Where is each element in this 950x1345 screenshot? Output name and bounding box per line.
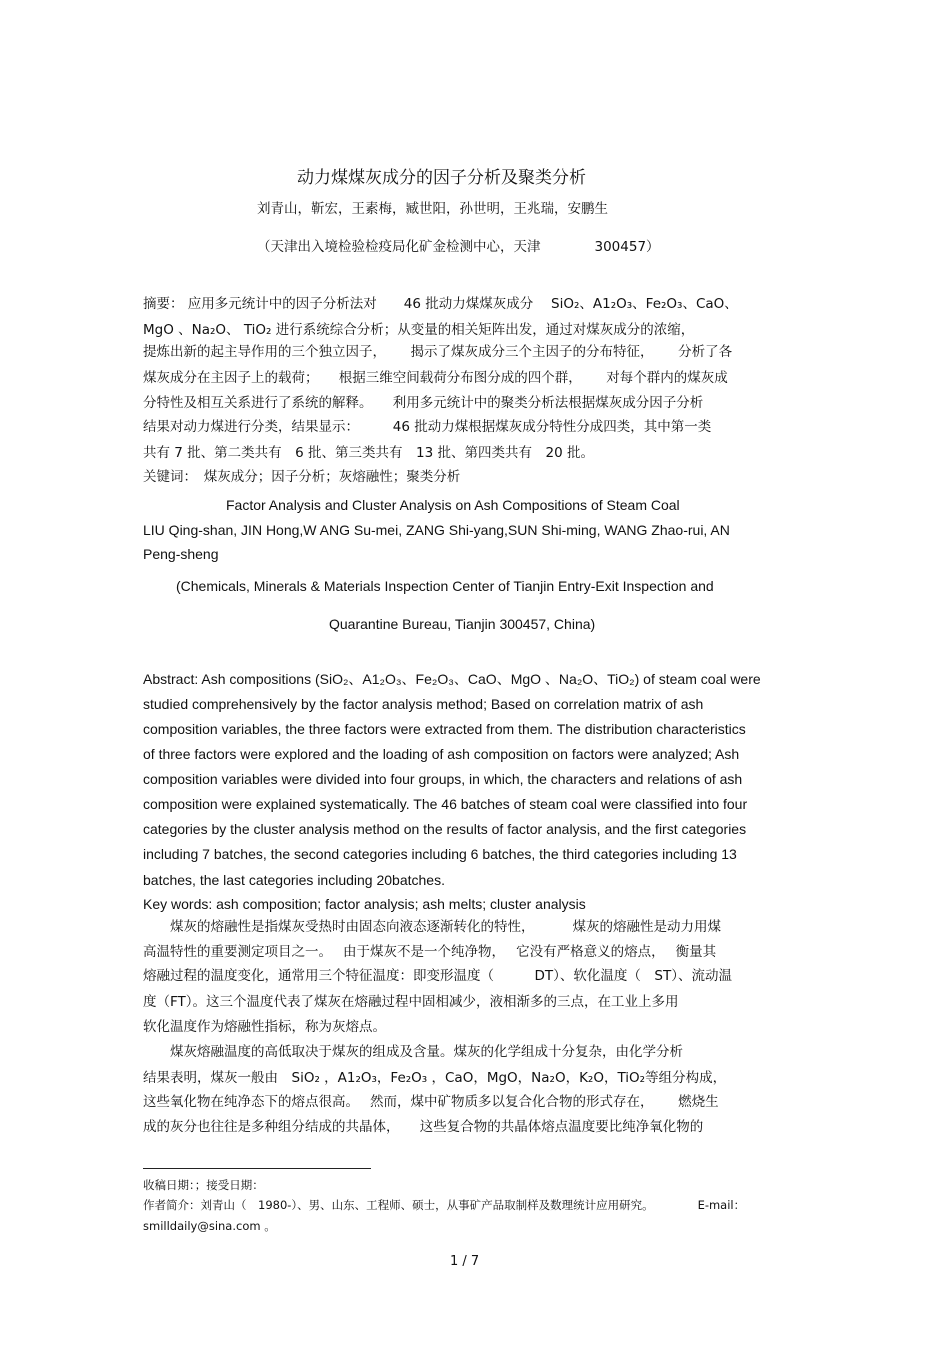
authors-en-line: Peng-sheng [143, 546, 219, 562]
body-line: 成的灰分也往往是多种组分结成的共晶体， 这些复合物的共晶体熔点温度要比纯净氧化物的 [143, 1119, 704, 1135]
paper-title-cn: 动力煤煤灰成分的因子分析及聚类分析 [297, 168, 586, 188]
footnote-line: 收稿日期：；接受日期： [143, 1178, 264, 1192]
abstract-en-line: studied comprehensively by the factor analysis method; Based on correlation matrix of ash [143, 696, 704, 712]
abstract-en-line: batches, the last categories including 20batches. [143, 872, 445, 888]
body-line: 熔融过程的温度变化，通常用三个特征温度：即变形温度（ DT）、软化温度（ ST）、流动温 [143, 968, 732, 984]
authors-cn: 刘青山，靳宏，王素梅，臧世阳，孙世明，王兆瑞，安鹏生 [257, 201, 608, 217]
keywords-en: Key words: ash composition; factor analysis; ash melts; cluster analysis [143, 896, 586, 912]
keywords-cn: 关键词： 煤灰成分；因子分析；灰熔融性；聚类分析 [143, 469, 461, 485]
body-line: 这些氧化物在纯净态下的熔点很高。 然而，煤中矿物质多以复合化合物的形式存在， 燃烧生 [143, 1094, 719, 1110]
body-line: 高温特性的重要测定项目之一。 由于煤灰不是一个纯净物， 它没有严格意义的熔点， 衡量其 [143, 944, 717, 960]
abstract-cn-line: 结果对动力煤进行分类，结果显示： 46 批动力煤根据煤灰成分特性分成四类，其中第一类 [143, 419, 712, 435]
abstract-en-line: composition were explained systematically. The 46 batches of steam coal were classified into four [143, 796, 748, 812]
authors-en-line: LIU Qing-shan, JIN Hong,W ANG Su-mei, ZANG Shi-yang,SUN Shi-ming, WANG Zhao-rui, AN [143, 522, 730, 538]
body-line: 煤灰熔融温度的高低取决于煤灰的组成及含量。煤灰的化学组成十分复杂，由化学分析 [143, 1044, 683, 1060]
abstract-cn-line: 提炼出新的起主导作用的三个独立因子， 揭示了煤灰成分三个主因子的分布特征， 分析了各 [143, 344, 733, 360]
paper-title-en: Factor Analysis and Cluster Analysis on Ash Compositions of Steam Coal [226, 497, 680, 513]
body-line: 结果表明，煤灰一般由 SiO₂ ，A1₂O₃，Fe₂O₃ ，CaO，MgO，Na₂O，K₂O，TiO₂等组分构成， [143, 1070, 727, 1086]
abstract-cn-line: 分特性及相互关系进行了系统的解释。 利用多元统计中的聚类分析法根据煤灰成分因子分析 [143, 395, 704, 411]
footnote-email: smilldaily@sina.com 。 [143, 1219, 276, 1233]
abstract-en-line: composition variables were divided into four groups, in which, the characters and relations of ash [143, 771, 743, 787]
affiliation-en-line: (Chemicals, Minerals & Materials Inspection Center of Tianjin Entry-Exit Inspection and [176, 578, 714, 594]
body-line: 度（FT）。这三个温度代表了煤灰在熔融过程中固相减少，液相渐多的三点，在工业上多用 [143, 994, 679, 1010]
affiliation-cn: （天津出入境检验检疫局化矿金检测中心，天津 300457） [257, 239, 660, 255]
abstract-en-line: Abstract: Ash compositions (SiO₂、A1₂O₃、Fe₂O₃、CaO、MgO 、Na₂O、TiO₂) of steam coal were [143, 671, 761, 687]
abstract-en-line: including 7 batches, the second categories including 6 batches, the third categories including 13 [143, 846, 737, 862]
abstract-cn-line: 共有 7 批、第二类共有 6 批、第三类共有 13 批、第四类共有 20 批。 [143, 445, 594, 461]
abstract-cn-line: MgO 、Na₂O、 TiO₂ 进行系统综合分析；从变量的相关矩阵出发，通过对煤灰成分的浓缩， [143, 322, 695, 338]
affiliation-en-line: Quarantine Bureau, Tianjin 300457, China) [329, 616, 596, 632]
footnote-line: 作者简介：刘青山（ 1980-）、男、山东、工程师、硕士，从事矿产品取制样及数理统计应用研究。 E-mail： [143, 1198, 746, 1212]
abstract-cn-line: 摘要： 应用多元统计中的因子分析法对 46 批动力煤煤灰成分 SiO₂、A1₂O₃、Fe₂O₃、CaO、 [143, 296, 738, 312]
abstract-en-line: composition variables, the three factors were extracted from them. The distribution characteristics [143, 721, 746, 737]
abstract-en-line: of three factors were explored and the loading of ash composition on factors were analyzed; Ash [143, 746, 740, 762]
abstract-en-line: categories by the cluster analysis method on the results of factor analysis, and the first categories [143, 821, 747, 837]
body-line: 煤灰的熔融性是指煤灰受热时由固态向液态逐渐转化的特性， 煤灰的熔融性是动力用煤 [143, 919, 722, 935]
page-number: 1 / 7 [450, 1254, 480, 1269]
abstract-cn-line: 煤灰成分在主因子上的载荷； 根据三维空间载荷分布图分成的四个群， 对每个群内的煤灰成 [143, 370, 728, 386]
body-line: 软化温度作为熔融性指标，称为灰熔点。 [143, 1019, 386, 1035]
footnote-divider [143, 1168, 371, 1169]
